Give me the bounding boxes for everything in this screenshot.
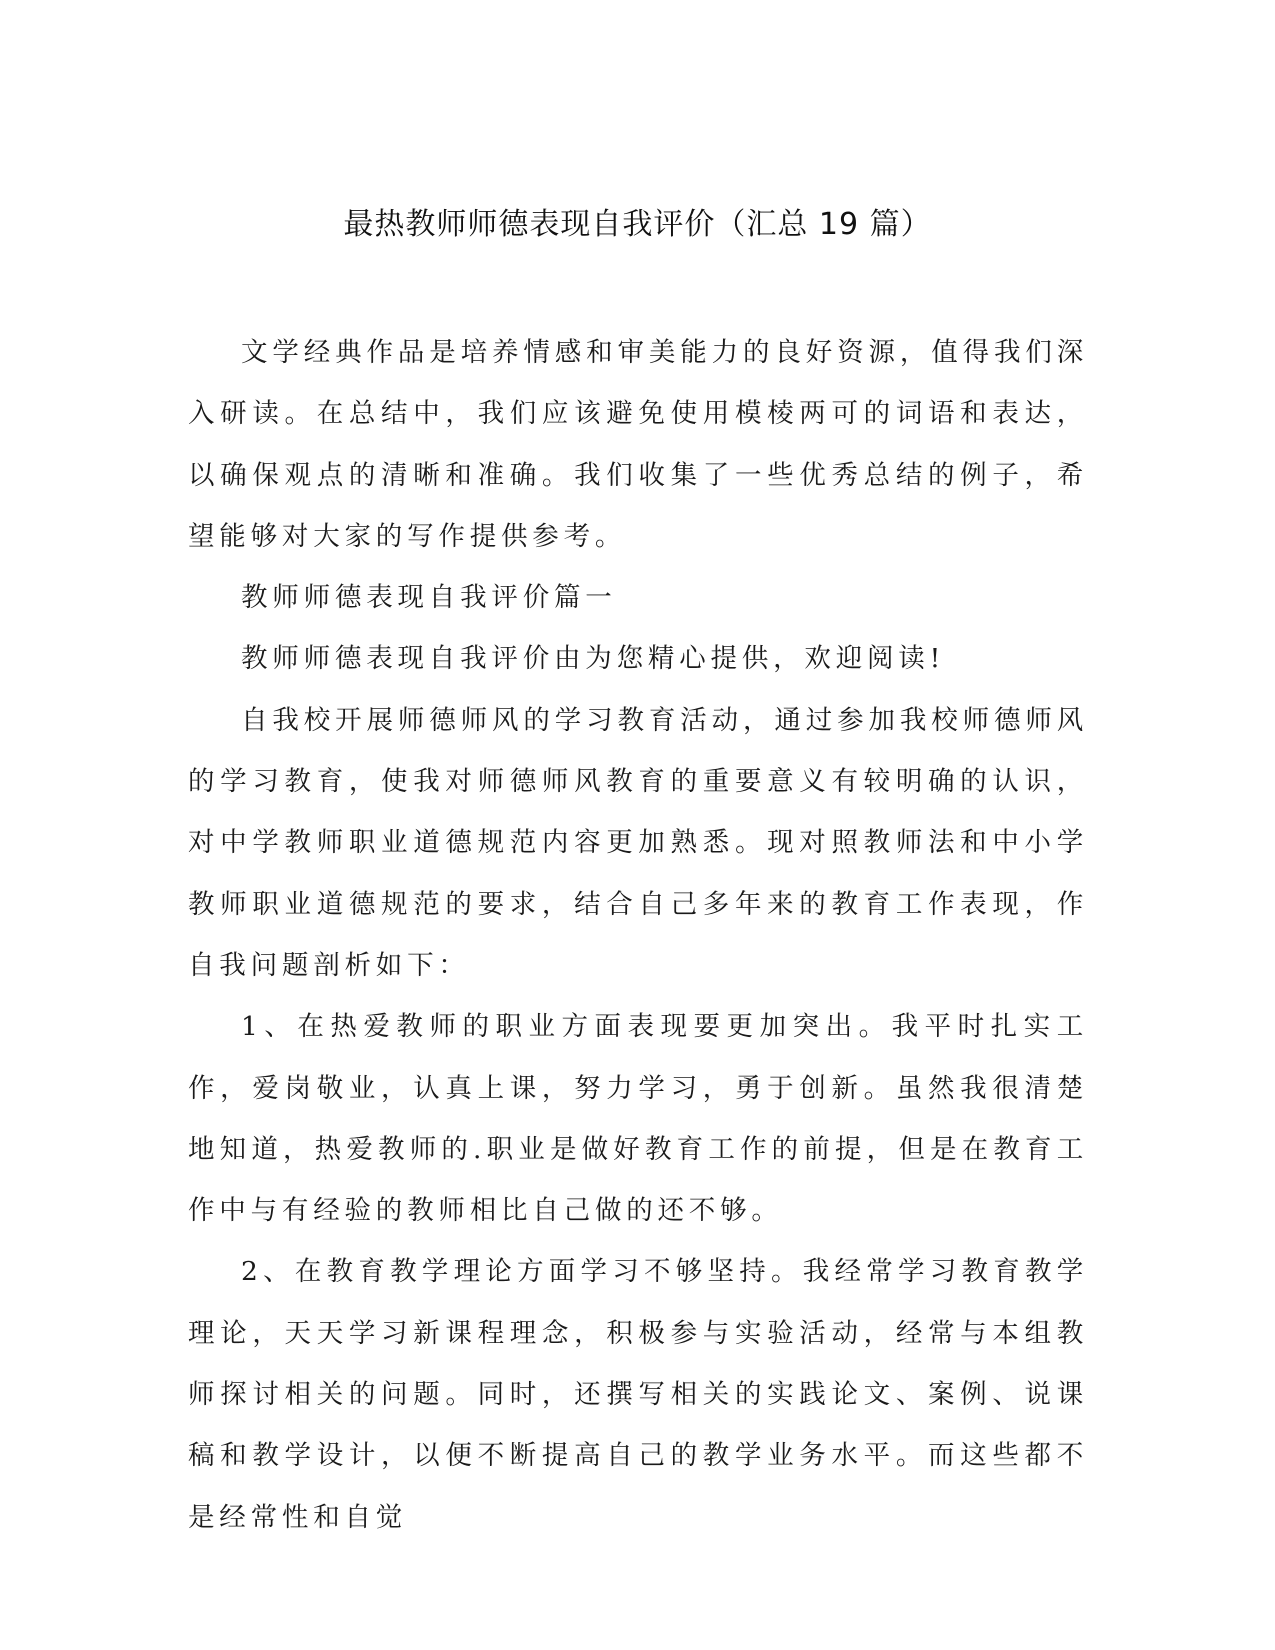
numbered-point-1: 1、在热爱教师的职业方面表现要更加突出。我平时扎实工作，爱岗敬业，认真上课，努力学习，勇于创新。虽然我很清楚地知道，热爱教师的.职业是做好教育工作的前提，但是在教育工作中与有经验的教师相比自己做的还不够。 xyxy=(188,1011,1088,1227)
document-title: 最热教师师德表现自我评价（汇总 19 篇） xyxy=(343,207,932,242)
numbered-point-2: 2、在教育教学理论方面学习不够坚持。我经常学习教育教学理论，天天学习新课程理念，积极参与实验活动，经常与本组教师探讨相关的问题。同时，还撰写相关的实践论文、案例、说课稿和教学设计，以便不断提高自己的教学业务水平。而这些都不是经常性和自觉 xyxy=(188,1256,1088,1533)
intro-paragraph: 文学经典作品是培养情感和审美能力的良好资源，值得我们深入研读。在总结中，我们应该避免使用模棱两可的词语和表达，以确保观点的清晰和准确。我们收集了一些优秀总结的例子，希望能够对大家的写作提供参考。 xyxy=(188,337,1088,552)
body-paragraph: 自我校开展师德师风的学习教育活动，通过参加我校师德师风的学习教育，使我对师德师风教育的重要意义有较明确的认识，对中学教师职业道德规范内容更加熟悉。现对照教师法和中小学教师职业道德规范的要求，结合自己多年来的教育工作表现，作自我问题剖析如下： xyxy=(188,704,1088,981)
document-body xyxy=(188,322,1088,1548)
section-heading: 教师师德表现自我评价篇一 xyxy=(241,582,617,614)
section-intro: 教师师德表现自我评价由为您精心提供，欢迎阅读! xyxy=(241,643,946,675)
